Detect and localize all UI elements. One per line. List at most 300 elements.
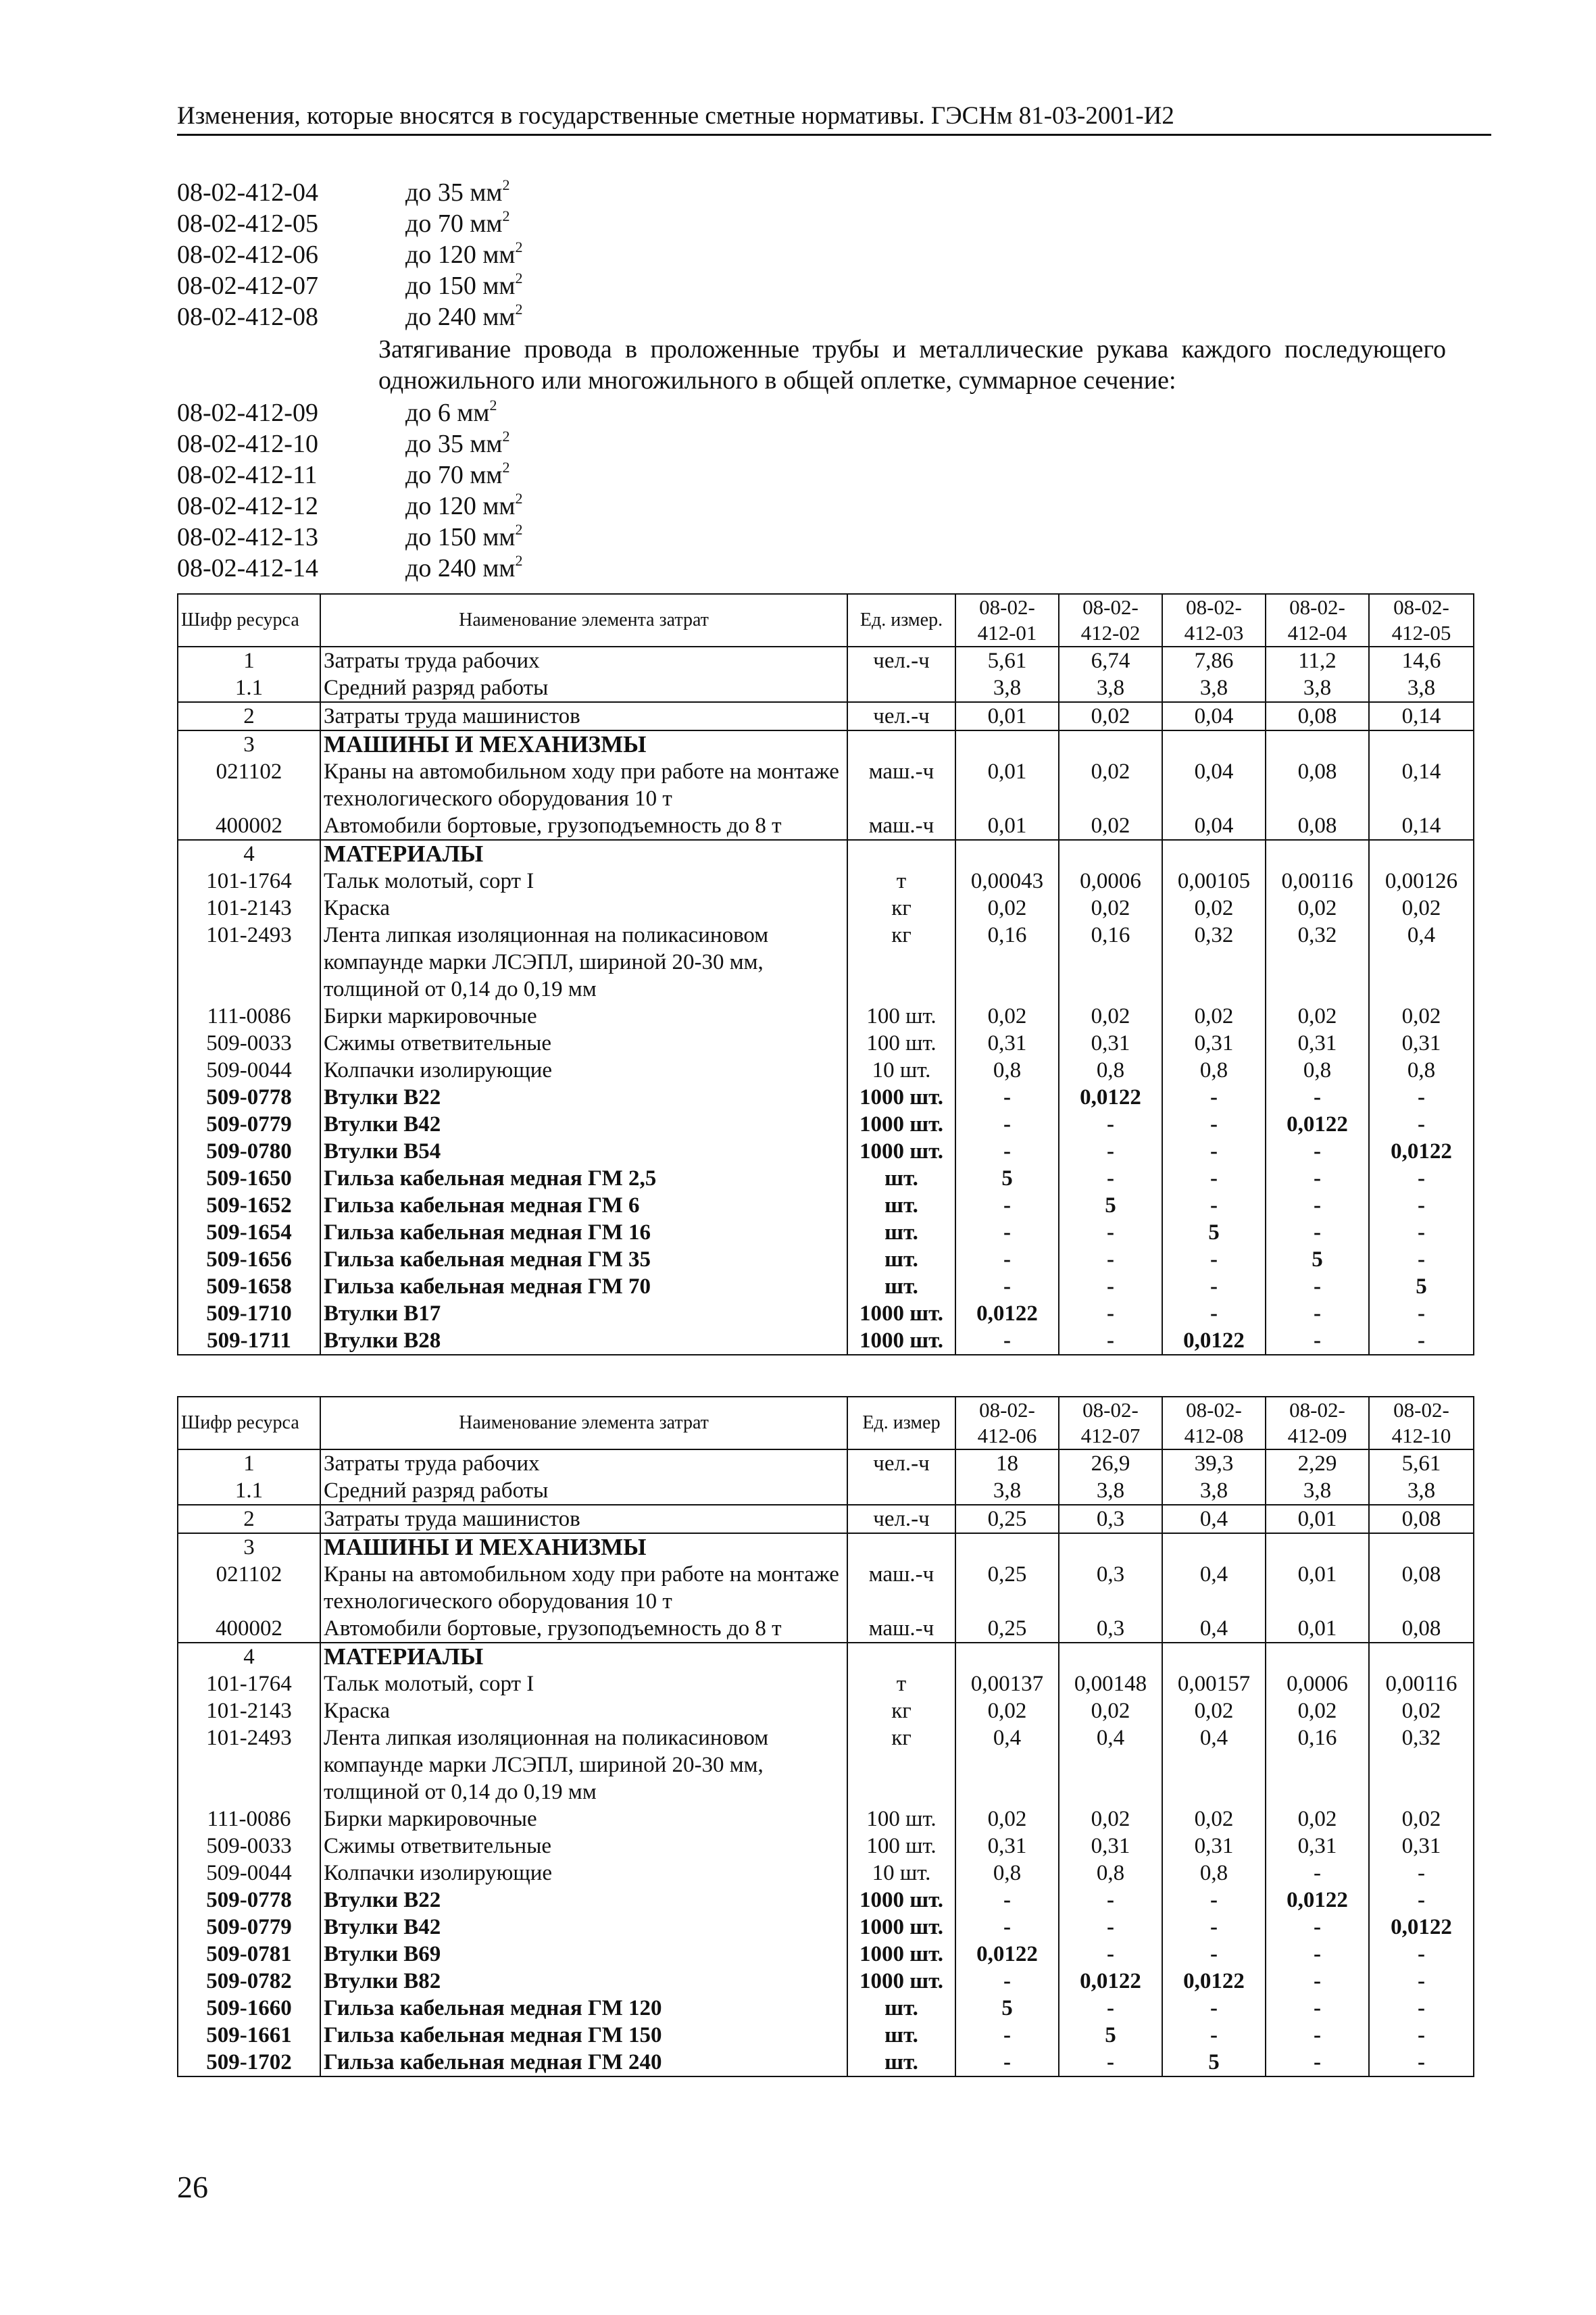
norm-code-row: [177, 428, 1461, 459]
cost-element-name: Средний разряд работы: [320, 1477, 847, 1505]
header-norm-column: [1369, 1397, 1474, 1449]
section-row: [178, 1643, 1474, 1670]
unit-cell: кг: [847, 1697, 955, 1724]
table-row: [178, 1449, 1474, 1477]
table-row: [178, 1219, 1474, 1246]
value-cell: 0,02: [1162, 1697, 1266, 1724]
resource-code: 3: [178, 730, 320, 758]
unit-cell: шт.: [847, 1246, 955, 1273]
norm-code-label: до 70 мм: [405, 461, 503, 489]
value-cell: 0,02: [1059, 758, 1162, 812]
norm-code-row: [177, 397, 1461, 428]
value-cell: 0,8: [955, 1860, 1059, 1887]
resource-code: 101-2493: [178, 922, 320, 1003]
header-unit: Ед. измер: [847, 1397, 955, 1449]
cost-element-name: Затраты труда рабочих: [320, 647, 847, 674]
value-cell: 0,14: [1369, 812, 1474, 840]
resource-code: 3: [178, 1533, 320, 1561]
table-row: [178, 1505, 1474, 1533]
value-cell: 0,04: [1162, 758, 1266, 812]
value-cell: 0,25: [955, 1561, 1059, 1615]
unit-cell: 100 шт.: [847, 1833, 955, 1860]
cost-element-name: Втулки В54: [320, 1138, 847, 1165]
unit-cell: 1000 шт.: [847, 1914, 955, 1941]
resource-code: 1.1: [178, 674, 320, 702]
cost-element-name: Затраты труда машинистов: [320, 702, 847, 730]
value-cell: 3,8: [955, 674, 1059, 702]
cost-element-name: Краска: [320, 1697, 847, 1724]
header-norm-column: [1266, 594, 1369, 647]
norm-codes-first-group: [177, 177, 1461, 332]
norm-codes-second-group: [177, 397, 1461, 584]
value-cell: 7,86: [1162, 647, 1266, 674]
value-cell: -: [1059, 1246, 1162, 1273]
unit-cell: кг: [847, 1724, 955, 1806]
table-row: [178, 1887, 1474, 1914]
resource-code: 111-0086: [178, 1003, 320, 1030]
value-cell: 0,31: [1369, 1833, 1474, 1860]
cost-element-name: Втулки В42: [320, 1914, 847, 1941]
value-cell: [1369, 730, 1474, 758]
unit-cell: шт.: [847, 1995, 955, 2022]
value-cell: 0,16: [1059, 922, 1162, 1003]
value-cell: -: [1266, 1860, 1369, 1887]
value-cell: -: [955, 2049, 1059, 2076]
table-row: [178, 1806, 1474, 1833]
table-row: [178, 1860, 1474, 1887]
cost-element-name: Втулки В17: [320, 1300, 847, 1327]
resource-code: 509-1702: [178, 2049, 320, 2076]
resource-code: 509-0044: [178, 1860, 320, 1887]
value-cell: 0,14: [1369, 758, 1474, 812]
header-norm-code-part2: 412-10: [1391, 1424, 1451, 1447]
value-cell: -: [1266, 2049, 1369, 2076]
norm-code-label: до 120 мм: [405, 241, 516, 269]
norm-code: 08-02-412-08: [177, 303, 318, 331]
value-cell: -: [955, 1887, 1059, 1914]
unit-superscript: 2: [515, 239, 523, 255]
table-row: [178, 1057, 1474, 1084]
value-cell: 0,00137: [955, 1670, 1059, 1697]
value-cell: -: [1162, 1273, 1266, 1300]
value-cell: -: [955, 1084, 1059, 1111]
unit-superscript: 2: [515, 301, 523, 318]
table-row: [178, 1246, 1474, 1273]
value-cell: 0,16: [1266, 1724, 1369, 1806]
value-cell: -: [1266, 1300, 1369, 1327]
resource-code: 509-0781: [178, 1941, 320, 1968]
norm-code-label: до 150 мм: [405, 523, 516, 551]
value-cell: -: [1369, 1887, 1474, 1914]
resource-code: 111-0086: [178, 1806, 320, 1833]
value-cell: 0,04: [1162, 702, 1266, 730]
value-cell: -: [1369, 1860, 1474, 1887]
resource-code: 509-0782: [178, 1968, 320, 1995]
section-row: [178, 1533, 1474, 1561]
header-norm-column: [1162, 1397, 1266, 1449]
header-norm-code-part1: 08-02-: [1393, 595, 1449, 619]
value-cell: 0,25: [955, 1615, 1059, 1643]
value-cell: [1266, 1533, 1369, 1561]
header-norm-code-part1: 08-02-: [1082, 1398, 1139, 1422]
cost-element-name: Колпачки изолирующие: [320, 1057, 847, 1084]
resource-code: 101-2143: [178, 1697, 320, 1724]
header-norm-column: [955, 1397, 1059, 1449]
norm-code-row: [177, 553, 1461, 584]
norm-code: 08-02-412-11: [177, 461, 318, 489]
value-cell: -: [1369, 1327, 1474, 1355]
value-cell: 0,02: [1162, 1806, 1266, 1833]
unit-cell: 1000 шт.: [847, 1084, 955, 1111]
resource-code: 509-1650: [178, 1165, 320, 1192]
value-cell: 0,31: [955, 1833, 1059, 1860]
value-cell: 0,02: [955, 1003, 1059, 1030]
cost-element-name: Гильза кабельная медная ГМ 6: [320, 1192, 847, 1219]
value-cell: 3,8: [1162, 1477, 1266, 1505]
header-resource-code: Шифр ресурса: [178, 1397, 320, 1449]
value-cell: 0,4: [1369, 922, 1474, 1003]
value-cell: -: [1369, 1084, 1474, 1111]
value-cell: -: [1266, 1165, 1369, 1192]
header-cost-element: Наименование элемента затрат: [320, 1397, 847, 1449]
value-cell: 0,0006: [1266, 1670, 1369, 1697]
value-cell: 0,02: [1059, 812, 1162, 840]
value-cell: 0,08: [1369, 1505, 1474, 1533]
header-norm-code-part2: 412-01: [977, 621, 1037, 645]
value-cell: 0,0122: [1162, 1327, 1266, 1355]
resource-code: 4: [178, 1643, 320, 1670]
value-cell: 0,0122: [1059, 1968, 1162, 1995]
value-cell: 0,00043: [955, 868, 1059, 895]
table-row: [178, 1968, 1474, 1995]
unit-cell: 1000 шт.: [847, 1887, 955, 1914]
header-norm-code-part2: 412-08: [1184, 1424, 1244, 1447]
table-row: [178, 1914, 1474, 1941]
value-cell: 5: [955, 1165, 1059, 1192]
cost-element-name: Гильза кабельная медная ГМ 150: [320, 2022, 847, 2049]
value-cell: -: [1266, 1084, 1369, 1111]
resource-code: 509-1710: [178, 1300, 320, 1327]
resource-code: 400002: [178, 1615, 320, 1643]
table-row: [178, 1941, 1474, 1968]
value-cell: -: [1162, 1246, 1266, 1273]
value-cell: 0,4: [955, 1724, 1059, 1806]
header-norm-code-part1: 08-02-: [1186, 595, 1242, 619]
value-cell: [1162, 1533, 1266, 1561]
value-cell: 0,8: [1162, 1057, 1266, 1084]
value-cell: 0,01: [1266, 1505, 1369, 1533]
value-cell: [955, 1533, 1059, 1561]
norm-code-row: [177, 301, 1461, 332]
unit-cell: 100 шт.: [847, 1030, 955, 1057]
unit-cell: чел.-ч: [847, 1505, 955, 1533]
value-cell: -: [1369, 2022, 1474, 2049]
table-row: [178, 1995, 1474, 2022]
unit-cell: чел.-ч: [847, 702, 955, 730]
value-cell: 0,0122: [1162, 1968, 1266, 1995]
value-cell: -: [1162, 1111, 1266, 1138]
header-norm-code-part1: 08-02-: [1289, 595, 1345, 619]
table-row: [178, 1724, 1474, 1806]
unit-cell: [847, 1533, 955, 1561]
cost-element-name: Затраты труда машинистов: [320, 1505, 847, 1533]
value-cell: 0,02: [1162, 895, 1266, 922]
unit-cell: 1000 шт.: [847, 1138, 955, 1165]
header-norm-code-part1: 08-02-: [1186, 1398, 1242, 1422]
unit-cell: маш.-ч: [847, 1615, 955, 1643]
table-row: [178, 1111, 1474, 1138]
unit-cell: 10 шт.: [847, 1860, 955, 1887]
table-row: [178, 1327, 1474, 1355]
resource-code: 2: [178, 702, 320, 730]
value-cell: 0,32: [1162, 922, 1266, 1003]
unit-cell: 10 шт.: [847, 1057, 955, 1084]
value-cell: 0,08: [1369, 1561, 1474, 1615]
resource-code: 509-1658: [178, 1273, 320, 1300]
intro-text: Затягивание провода в проложенные трубы и металлические рукава каждого последующего одножильного или многожильного в общей оплетке, суммарное сечение:: [378, 335, 1446, 395]
header-norm-column: [1369, 594, 1474, 647]
header-norm-code-part2: 412-09: [1287, 1424, 1347, 1447]
resource-code: 1.1: [178, 1477, 320, 1505]
value-cell: [1162, 730, 1266, 758]
header-cost-element: Наименование элемента затрат: [320, 594, 847, 647]
value-cell: -: [1162, 1995, 1266, 2022]
unit-cell: [847, 1643, 955, 1670]
value-cell: 0,00105: [1162, 868, 1266, 895]
cost-element-name: Гильза кабельная медная ГМ 120: [320, 1995, 847, 2022]
value-cell: 0,00116: [1266, 868, 1369, 895]
value-cell: 0,02: [1059, 1697, 1162, 1724]
table-header-row: [178, 594, 1474, 647]
value-cell: -: [955, 1219, 1059, 1246]
value-cell: 0,01: [1266, 1615, 1369, 1643]
resource-code: 509-0033: [178, 1030, 320, 1057]
header-norm-code-part2: 412-04: [1287, 621, 1347, 645]
resource-code: 509-1652: [178, 1192, 320, 1219]
value-cell: 14,6: [1369, 647, 1474, 674]
value-cell: [1266, 730, 1369, 758]
value-cell: 0,02: [955, 1806, 1059, 1833]
value-cell: 5: [1369, 1273, 1474, 1300]
value-cell: -: [1369, 1165, 1474, 1192]
unit-cell: шт.: [847, 1273, 955, 1300]
header-norm-code-part2: 412-06: [977, 1424, 1037, 1447]
section-title: МАТЕРИАЛЫ: [320, 1643, 847, 1670]
cost-element-name: Краны на автомобильном ходу при работе на монтаже технологического оборудования 10 т: [320, 1561, 847, 1615]
value-cell: 3,8: [1059, 1477, 1162, 1505]
table-row: [178, 2049, 1474, 2076]
value-cell: -: [1266, 1995, 1369, 2022]
value-cell: -: [955, 2022, 1059, 2049]
unit-cell: т: [847, 1670, 955, 1697]
value-cell: 0,31: [1162, 1030, 1266, 1057]
table-row: [178, 868, 1474, 895]
table-row: [178, 1273, 1474, 1300]
value-cell: 0,31: [1266, 1833, 1369, 1860]
cost-element-name: Краны на автомобильном ходу при работе на монтаже технологического оборудования 10 т: [320, 758, 847, 812]
norm-code: 08-02-412-06: [177, 241, 318, 269]
norm-code-row: [177, 177, 1461, 208]
norm-code-row: [177, 522, 1461, 553]
table-row: [178, 674, 1474, 702]
value-cell: -: [1266, 1138, 1369, 1165]
section-title: МАТЕРИАЛЫ: [320, 840, 847, 868]
header-norm-code-part1: 08-02-: [979, 595, 1035, 619]
value-cell: [955, 730, 1059, 758]
value-cell: [955, 840, 1059, 868]
unit-cell: чел.-ч: [847, 1449, 955, 1477]
cost-element-name: Колпачки изолирующие: [320, 1860, 847, 1887]
value-cell: 3,8: [955, 1477, 1059, 1505]
value-cell: -: [955, 1327, 1059, 1355]
value-cell: 5: [1059, 2022, 1162, 2049]
value-cell: -: [1162, 2022, 1266, 2049]
value-cell: -: [1059, 1273, 1162, 1300]
header-norm-code-part2: 412-03: [1184, 621, 1244, 645]
value-cell: 0,3: [1059, 1505, 1162, 1533]
value-cell: 5: [1162, 2049, 1266, 2076]
value-cell: 0,08: [1266, 758, 1369, 812]
unit-cell: шт.: [847, 2022, 955, 2049]
value-cell: 0,02: [1266, 1806, 1369, 1833]
table-row: [178, 2022, 1474, 2049]
value-cell: -: [1369, 1219, 1474, 1246]
resource-code: 101-2143: [178, 895, 320, 922]
value-cell: 0,31: [1162, 1833, 1266, 1860]
cost-element-name: Втулки В82: [320, 1968, 847, 1995]
header-norm-column: [1162, 594, 1266, 647]
value-cell: 0,08: [1266, 702, 1369, 730]
unit-cell: кг: [847, 895, 955, 922]
cost-element-name: Сжимы ответвительные: [320, 1030, 847, 1057]
norm-code: 08-02-412-10: [177, 430, 318, 458]
unit-cell: 1000 шт.: [847, 1941, 955, 1968]
resource-code: 509-0044: [178, 1057, 320, 1084]
value-cell: 5: [1059, 1192, 1162, 1219]
header-norm-column: [955, 594, 1059, 647]
value-cell: 0,8: [1162, 1860, 1266, 1887]
value-cell: -: [1369, 2049, 1474, 2076]
value-cell: 0,0122: [1266, 1111, 1369, 1138]
unit-cell: [847, 674, 955, 702]
cost-element-name: Автомобили бортовые, грузоподъемность до 8 т: [320, 1615, 847, 1643]
header-norm-code-part1: 08-02-: [1393, 1398, 1449, 1422]
value-cell: -: [1162, 1084, 1266, 1111]
table-row: [178, 1561, 1474, 1615]
cost-element-name: Затраты труда рабочих: [320, 1449, 847, 1477]
table-row: [178, 1615, 1474, 1643]
value-cell: 0,00148: [1059, 1670, 1162, 1697]
value-cell: 0,01: [955, 702, 1059, 730]
table-row: [178, 702, 1474, 730]
value-cell: -: [1369, 1968, 1474, 1995]
value-cell: -: [1266, 1914, 1369, 1941]
value-cell: 3,8: [1369, 674, 1474, 702]
value-cell: 0,02: [1369, 1003, 1474, 1030]
table-row: [178, 1165, 1474, 1192]
section-title: МАШИНЫ И МЕХАНИЗМЫ: [320, 1533, 847, 1561]
value-cell: 0,16: [955, 922, 1059, 1003]
unit-superscript: 2: [489, 397, 497, 414]
value-cell: 0,4: [1162, 1615, 1266, 1643]
value-cell: -: [955, 1192, 1059, 1219]
value-cell: [1266, 840, 1369, 868]
cost-element-name: Сжимы ответвительные: [320, 1833, 847, 1860]
unit-cell: маш.-ч: [847, 758, 955, 812]
value-cell: [955, 1643, 1059, 1670]
cost-element-name: Краска: [320, 895, 847, 922]
cost-element-name: Втулки В28: [320, 1327, 847, 1355]
value-cell: 3,8: [1266, 674, 1369, 702]
header-norm-code-part2: 412-07: [1080, 1424, 1141, 1447]
value-cell: 0,8: [1369, 1057, 1474, 1084]
value-cell: [1369, 1533, 1474, 1561]
value-cell: -: [1162, 1192, 1266, 1219]
unit-superscript: 2: [515, 552, 523, 569]
value-cell: 0,01: [955, 812, 1059, 840]
table-row: [178, 1192, 1474, 1219]
value-cell: 39,3: [1162, 1449, 1266, 1477]
unit-superscript: 2: [515, 270, 523, 287]
value-cell: -: [1059, 1995, 1162, 2022]
norm-code-row: [177, 491, 1461, 522]
resource-code: 509-0779: [178, 1914, 320, 1941]
norm-code-label: до 120 мм: [405, 492, 516, 520]
value-cell: 5: [1266, 1246, 1369, 1273]
header-norm-column: [1266, 1397, 1369, 1449]
value-cell: -: [955, 1968, 1059, 1995]
table-row: [178, 1477, 1474, 1505]
norm-code: 08-02-412-14: [177, 554, 318, 582]
value-cell: -: [955, 1111, 1059, 1138]
header-norm-column: [1059, 1397, 1162, 1449]
value-cell: -: [1266, 2022, 1369, 2049]
value-cell: [1059, 1533, 1162, 1561]
table-header-row: [178, 1397, 1474, 1449]
norm-code-row: [177, 459, 1461, 491]
norm-code: 08-02-412-12: [177, 492, 318, 520]
table-row: [178, 1030, 1474, 1057]
unit-cell: маш.-ч: [847, 1561, 955, 1615]
value-cell: 0,31: [1059, 1030, 1162, 1057]
value-cell: -: [1369, 1192, 1474, 1219]
unit-cell: 1000 шт.: [847, 1968, 955, 1995]
value-cell: -: [1369, 1246, 1474, 1273]
norm-code-label: до 70 мм: [405, 209, 503, 238]
unit-cell: 100 шт.: [847, 1806, 955, 1833]
value-cell: 0,00157: [1162, 1670, 1266, 1697]
unit-cell: 1000 шт.: [847, 1111, 955, 1138]
value-cell: 0,02: [955, 895, 1059, 922]
cost-element-name: Втулки В22: [320, 1887, 847, 1914]
header-norm-code-part2: 412-05: [1391, 621, 1451, 645]
value-cell: 5: [955, 1995, 1059, 2022]
unit-cell: [847, 840, 955, 868]
value-cell: -: [955, 1273, 1059, 1300]
value-cell: 0,02: [1266, 895, 1369, 922]
unit-superscript: 2: [515, 490, 523, 507]
value-cell: 0,08: [1266, 812, 1369, 840]
resource-code: 509-1711: [178, 1327, 320, 1355]
value-cell: 26,9: [1059, 1449, 1162, 1477]
resource-code: 021102: [178, 1561, 320, 1615]
unit-cell: 100 шт.: [847, 1003, 955, 1030]
unit-cell: маш.-ч: [847, 812, 955, 840]
unit-cell: 1000 шт.: [847, 1327, 955, 1355]
value-cell: -: [1162, 1914, 1266, 1941]
value-cell: [1369, 1643, 1474, 1670]
value-cell: 0,31: [1369, 1030, 1474, 1057]
